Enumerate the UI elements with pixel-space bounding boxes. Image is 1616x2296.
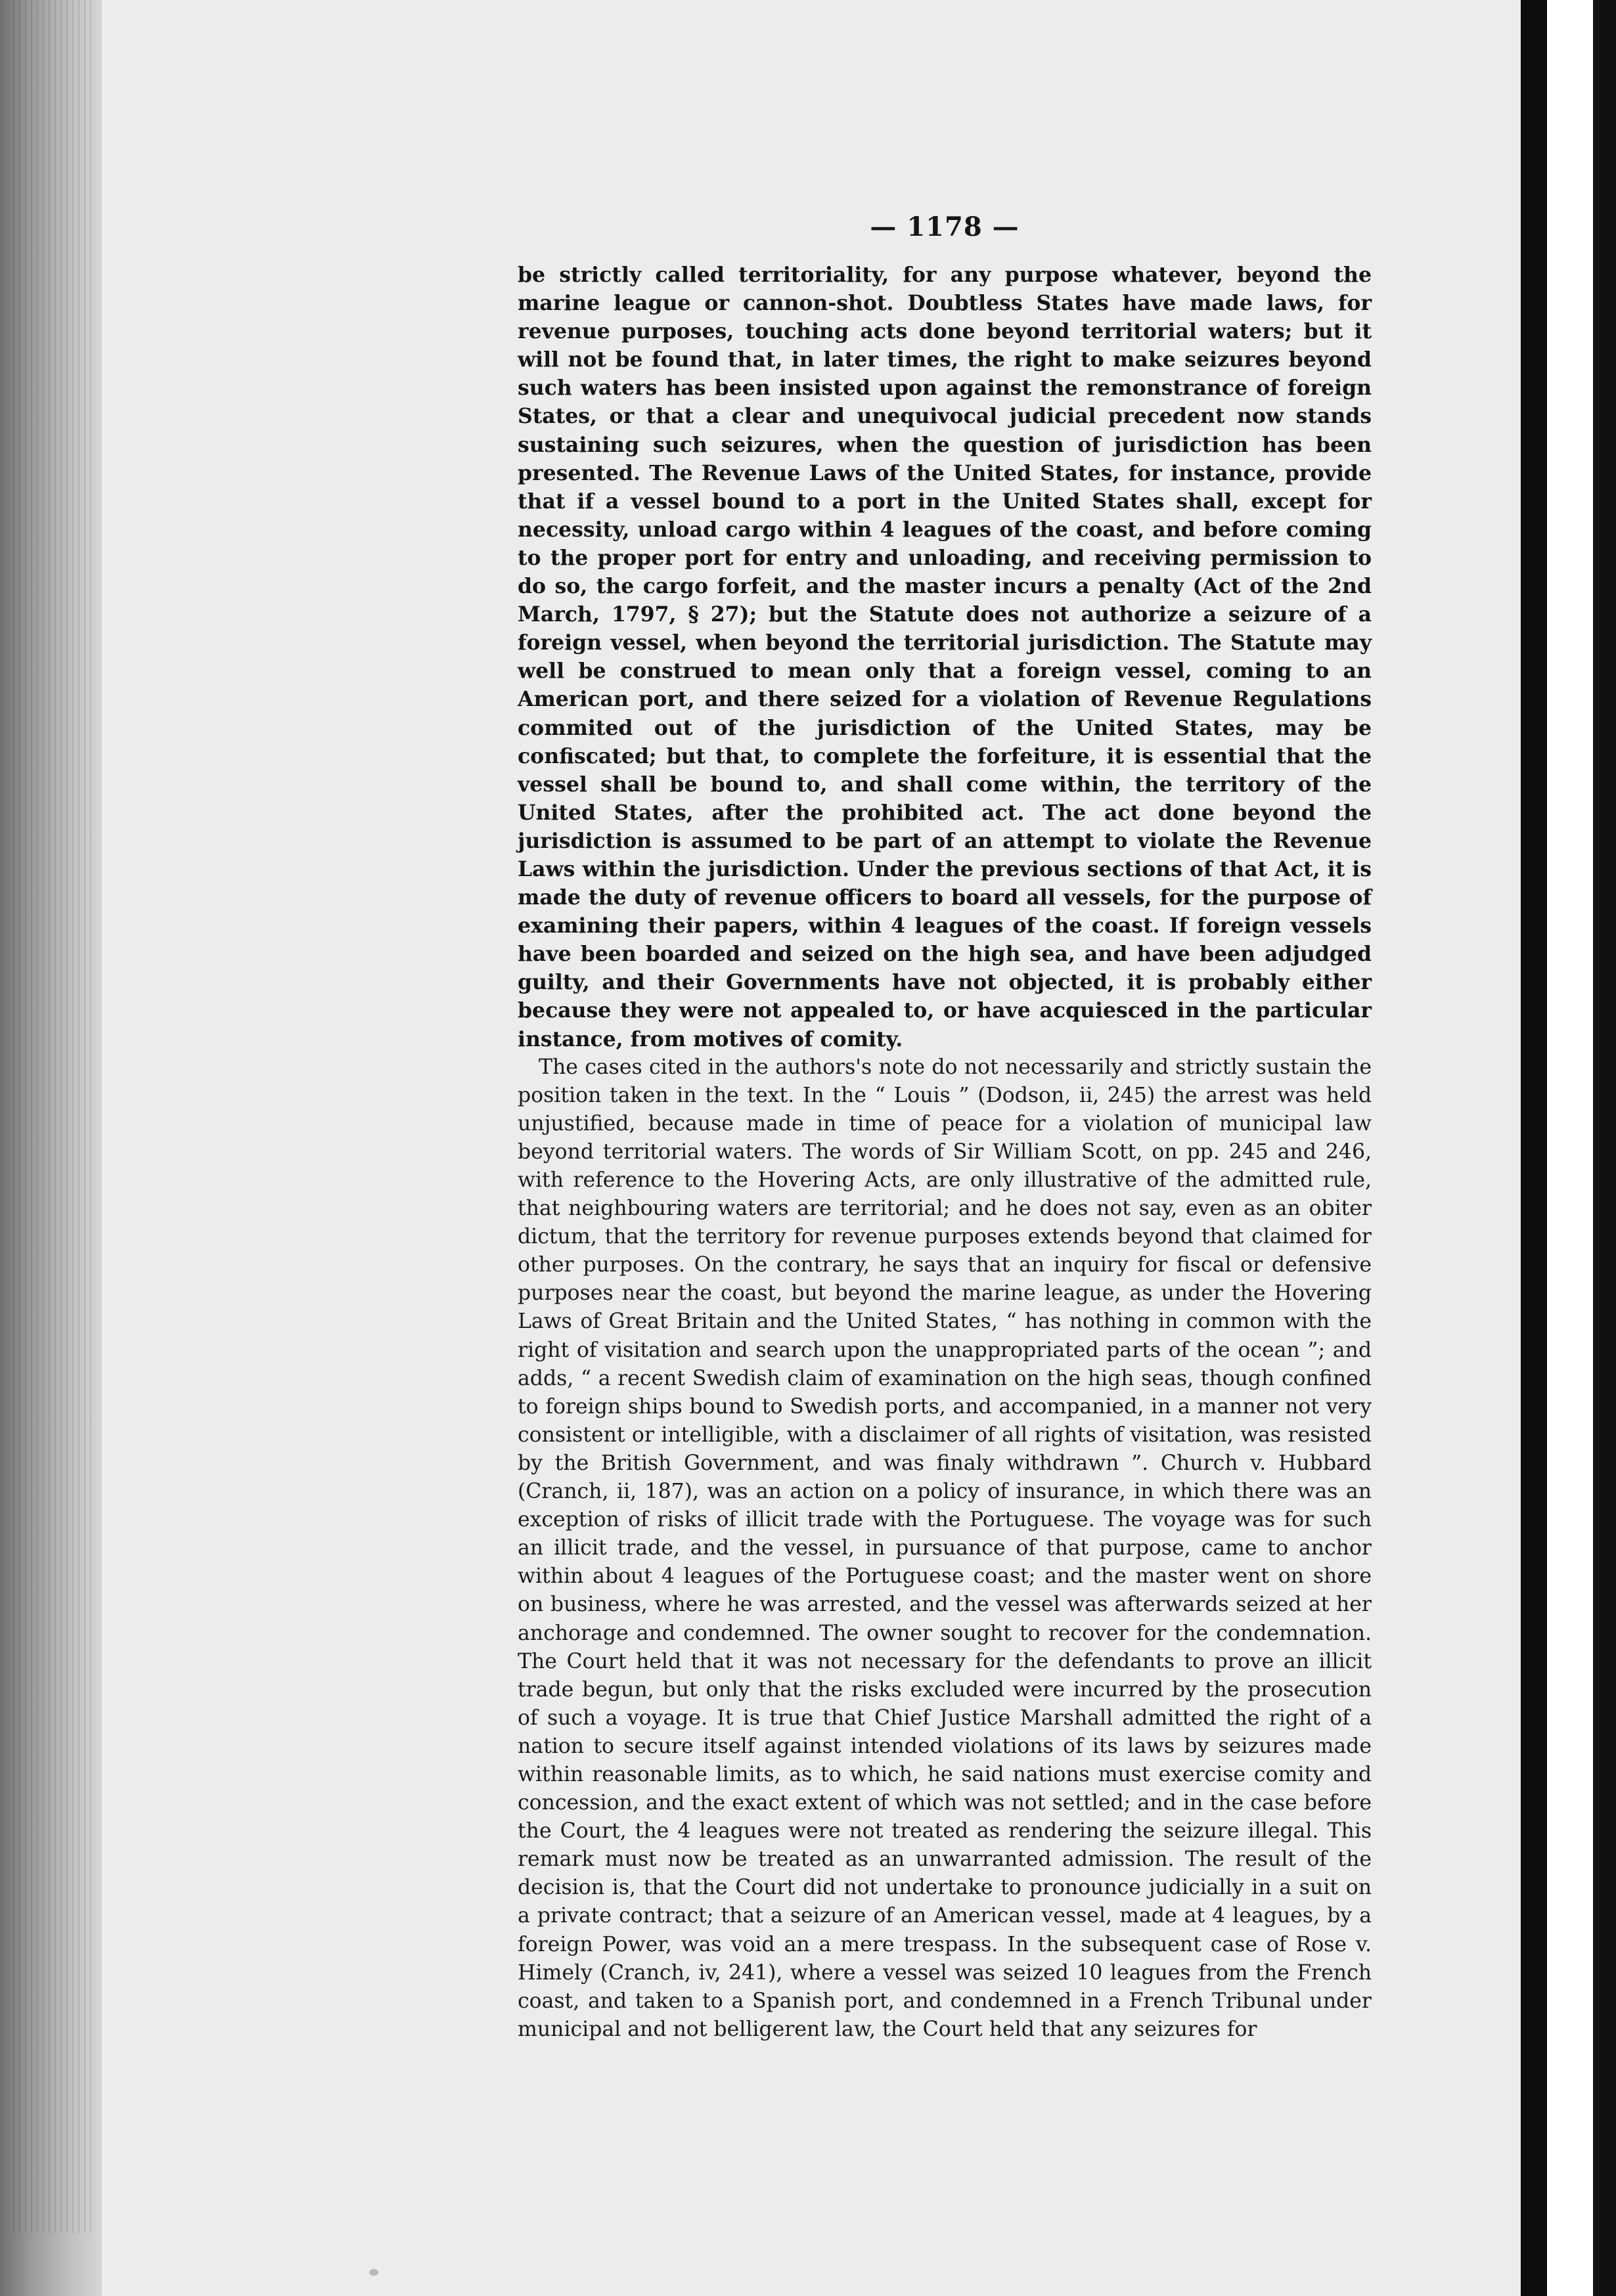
binding-shadow-bar (1521, 0, 1547, 2296)
page-content (518, 211, 1372, 2044)
paragraph-1: be strictly called territoriality, for any purpose whatever, beyond the marine league or cannon-shot. Doubtless States have made laws, for revenue purposes, touching acts done beyond territorial waters; but it will not be found that, in later times, the right to make seizures beyond such waters has been insisted upon against the remonstrance of foreign States, or that a clear and unequivocal judicial precedent now stands sustaining such seizures, when the question of jurisdiction has been presented. The Revenue Laws of the United States, for instance, provide that if a vessel bound to a port in the United States shall, except for necessity, unload cargo within 4 leagues of the coast, and before coming to the proper port for entry and unloading, and receiving permission to do so, the cargo forfeit, and the master incurs a penalty (Act of the 2nd March, 1797, § 27); but the Statute does not authorize a seizure of a foreign vessel, when beyond the territorial jurisdiction. The Statute may well be construed to mean only that a foreign vessel, coming to an American port, and there seized for a violation of Revenue Regulations commited out of the jurisdiction of the United States, may be confiscated; but that, to complete the forfeiture, it is essential that the vessel shall be bound to, and shall come within, the territory of the United States, after the prohibited act. The act done beyond the jurisdiction is assumed to be part of an attempt to violate the Revenue Laws within the jurisdiction. Under the previous sections of that Act, it is made the duty of revenue officers to board all vessels, for the purpose of examining their papers, within 4 leagues of the coast. If foreign vessels have been boarded and seized on the high sea, and have been adjudged guilty, and their Governments have not objected, it is probably either because they were not appealed to, or have acquiesced in the particular instance, from motives of comity. (518, 263, 1372, 1051)
scan-border-right (1593, 0, 1616, 2296)
scan-speck (369, 2269, 378, 2276)
page-edge-lines (13, 0, 92, 2233)
book-page-edge (0, 0, 102, 2296)
paragraph-2: The cases cited in the authors's note do not necessarily and strictly sustain the position taken in the text. In the “ Louis ” (Dodson, ii, 245) the arrest was held unjustified, because made in time of peace for a violation of municipal law beyond territorial waters. The words of Sir William Scott, on pp. 245 and 246, with reference to the Hovering Acts, are only illustrative of the admitted rule, that neighbouring waters are territorial; and he does not say, even as an obiter dictum, that the territory for revenue purposes extends beyond that claimed for other purposes. On the contrary, he says that an inquiry for fiscal or defensive purposes near the coast, but beyond the marine league, as under the Hovering Laws of Great Britain and the United States, “ has nothing in common with the right of visitation and search upon the unappropriated parts of the ocean ”; and adds, “ a recent Swedish claim of examination on the high seas, though confined to foreign ships bound to Swedish ports, and accompanied, in a manner not very consistent or intelligible, with a disclaimer of all rights of visitation, was resisted by the British Government, and was finaly withdrawn ”. Church v. Hubbard (Cranch, ii, 187), was an action on a policy of insurance, in which there was an exception of risks of illicit trade with the Portuguese. The voyage was for such an illicit trade, and the vessel, in pursuance of that purpose, came to anchor within about 4 leagues of the Portuguese coast; and the master went on shore on business, where he was arrested, and the vessel was afterwards seized at her anchorage and condemned. The owner sought to recover for the condemnation. The Court held that it was not necessary for the defendants to prove an illicit trade begun, but only that the risks excluded were incurred by the prosecution of such a voyage. It is true that Chief Justice Marshall admitted the right of a nation to secure itself against intended violations of its laws by seizures made within reasonable limits, as to which, he said nations must exercise comity and concession, and the exact extent of which was not settled; and in the case before the Court, the 4 leagues were not treated as rendering the seizure illegal. This remark must now be treated as an unwarranted admission. The result of the decision is, that the Court did not undertake to pronounce judicially in a suit on a private contract; that a seizure of an American vessel, made at 4 leagues, by a foreign Power, was void an a mere trespass. In the subsequent case of Rose v. Himely (Cranch, iv, 241), where a vessel was seized 10 leagues from the French coast, and taken to a Spanish port, and condemned in a French Tribunal under municipal and not belligerent law, the Court held that any seizures for (518, 1055, 1372, 2041)
page-number: — 1178 — (870, 211, 1020, 242)
facing-page-strip (1547, 0, 1593, 2296)
